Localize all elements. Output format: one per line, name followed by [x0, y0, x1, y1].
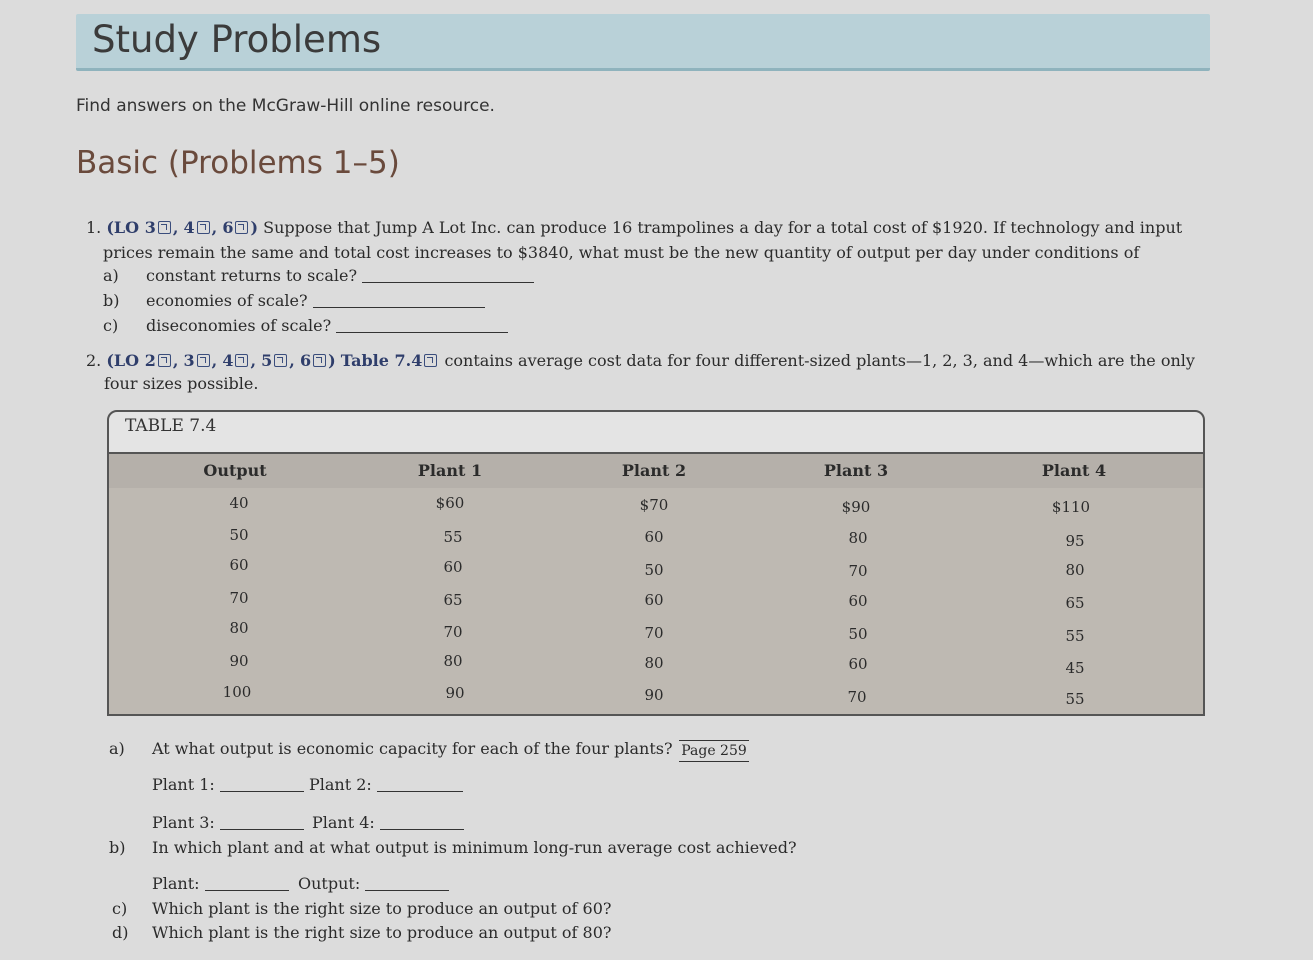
- table-cell: 65: [1065, 594, 1085, 612]
- problem-1-lo-3[interactable]: (LO 3: [106, 218, 156, 237]
- header-plant-1: Plant 1: [417, 461, 483, 480]
- problem-1a-label: a): [103, 266, 119, 285]
- question-d-label: d): [112, 923, 129, 942]
- table-body: [109, 488, 1203, 714]
- problem-1-lo-6[interactable]: 6: [222, 218, 234, 237]
- answer-blank[interactable]: [220, 815, 304, 830]
- problem-1b-text: economies of scale?: [146, 291, 485, 311]
- question-d-text: Which plant is the right size to produce an output of 80?: [152, 923, 612, 942]
- problem-2-number: 2.: [86, 351, 102, 370]
- answer-blank[interactable]: [362, 268, 534, 283]
- table-header-row: [109, 452, 1203, 490]
- table-cell: 70: [443, 623, 463, 641]
- section-heading: Basic (Problems 1–5): [76, 145, 400, 181]
- table-cell: 100: [222, 683, 252, 701]
- header-plant-3: Plant 3: [823, 461, 889, 480]
- question-b-text: In which plant and at what output is minimum long-run average cost achieved?: [152, 838, 797, 857]
- problem-1-lo-4[interactable]: 4: [183, 218, 195, 237]
- problem-2-line-1: 2. (LO 2 , 3 , 4 , 5 , 6 ) Table 7.4 contains average cost data for four different-sized plants—1, 2, 3, and 4—which are the only: [86, 351, 1195, 370]
- problem-1c-label: c): [103, 316, 119, 335]
- table-cell: $90: [841, 498, 871, 516]
- section-banner: [76, 14, 1210, 71]
- page-title: Study Problems: [92, 18, 382, 61]
- problem-2-lo-3[interactable]: 3: [183, 351, 195, 370]
- question-a-label: a): [109, 739, 125, 758]
- question-c-label: c): [112, 899, 128, 918]
- intro-text: Find answers on the McGraw-Hill online resource.: [76, 96, 495, 116]
- problem-1a-text: constant returns to scale?: [146, 266, 534, 286]
- answer-blank[interactable]: [336, 318, 508, 333]
- external-link-icon[interactable]: [274, 354, 287, 367]
- answer-blank[interactable]: [365, 876, 449, 891]
- table-cell: $60: [435, 494, 465, 512]
- table-cell: 95: [1065, 532, 1085, 550]
- table-cell: 70: [847, 688, 867, 706]
- header-output: Output: [203, 461, 267, 480]
- problem-2-lo-5[interactable]: 5: [261, 351, 273, 370]
- problem-1c-text: diseconomies of scale?: [146, 316, 508, 336]
- table-cell: 60: [848, 655, 868, 673]
- plant-3-answer: Plant 3:: [152, 813, 304, 833]
- table-cell: 70: [848, 562, 868, 580]
- question-c-text: Which plant is the right size to produce an output of 60?: [152, 899, 612, 918]
- table-cell: $110: [1051, 498, 1091, 516]
- table-cell: 70: [229, 589, 249, 607]
- problem-2-lo-4[interactable]: 4: [222, 351, 234, 370]
- problem-2-line-2: four sizes possible.: [104, 374, 259, 393]
- problem-2-lo-6[interactable]: 6: [299, 351, 312, 370]
- table-cell: 55: [443, 528, 463, 546]
- table-cell: 60: [443, 558, 463, 576]
- table-cell: 60: [644, 591, 664, 609]
- table-cell: $70: [639, 496, 669, 514]
- table-cell: 80: [644, 654, 664, 672]
- table-caption: TABLE 7.4: [125, 416, 217, 436]
- table-cell: 90: [445, 684, 465, 702]
- table-cell: 60: [848, 592, 868, 610]
- table-cell: 55: [1065, 627, 1085, 645]
- table-cell: 45: [1065, 659, 1085, 677]
- problem-1b-label: b): [103, 291, 120, 310]
- table-cell: 65: [443, 591, 463, 609]
- table-cell: 50: [644, 561, 664, 579]
- header-plant-4: Plant 4: [1041, 461, 1107, 480]
- table-cell: 60: [644, 528, 664, 546]
- problem-1-line-1: 1. (LO 3 , 4 , 6 ) Suppose that Jump A Lot Inc. can produce 16 trampolines a day for a total cost of $1920. If technology and input: [86, 218, 1183, 237]
- external-link-icon[interactable]: [158, 354, 171, 367]
- external-link-icon[interactable]: [235, 354, 248, 367]
- external-link-icon[interactable]: [197, 354, 210, 367]
- answer-blank[interactable]: [220, 777, 304, 792]
- page-reference: Page 259: [679, 740, 749, 762]
- table-cell: 90: [644, 686, 664, 704]
- header-plant-2: Plant 2: [621, 461, 687, 480]
- table-cell: 55: [1065, 690, 1085, 708]
- answer-blank[interactable]: [377, 777, 463, 792]
- question-a-text: At what output is economic capacity for each of the four plants?: [152, 739, 673, 758]
- table-cell: 80: [443, 652, 463, 670]
- output-answer: Output:: [298, 874, 449, 894]
- table-cell: 40: [229, 494, 249, 512]
- external-link-icon[interactable]: [235, 221, 248, 234]
- plant-answer: Plant:: [152, 874, 289, 894]
- table-cell: 50: [229, 526, 249, 544]
- answer-blank[interactable]: [313, 293, 485, 308]
- table-cell: 80: [229, 619, 249, 637]
- answer-blank[interactable]: [205, 876, 289, 891]
- table-cell: 80: [1065, 561, 1085, 579]
- table-cell: 80: [848, 529, 868, 547]
- problem-2-lo-2[interactable]: (LO 2: [106, 351, 156, 370]
- external-link-icon[interactable]: [424, 354, 437, 367]
- table-7-4-link[interactable]: Table 7.4: [340, 351, 423, 370]
- external-link-icon[interactable]: [313, 354, 326, 367]
- plant-1-answer: Plant 1:: [152, 775, 304, 795]
- external-link-icon[interactable]: [197, 221, 210, 234]
- external-link-icon[interactable]: [158, 221, 171, 234]
- table-7-4: [107, 410, 1205, 716]
- plant-4-answer: Plant 4:: [312, 813, 464, 833]
- plant-2-answer: Plant 2:: [309, 775, 463, 795]
- table-cell: 90: [229, 652, 249, 670]
- table-cell: 50: [848, 625, 868, 643]
- problem-1-number: 1.: [86, 218, 102, 237]
- problem-1-line-2: prices remain the same and total cost increases to $3840, what must be the new quantity of output per day under conditions of: [103, 243, 1140, 262]
- problem-1-text: Suppose that Jump A Lot Inc. can produce 16 trampolines a day for a total cost of $1920. If technology and input: [263, 218, 1183, 237]
- table-cell: 70: [644, 624, 664, 642]
- answer-blank[interactable]: [380, 815, 464, 830]
- question-b-label: b): [109, 838, 126, 857]
- table-cell: 60: [229, 556, 249, 574]
- problem-2-text: contains average cost data for four different-sized plants—1, 2, 3, and 4—which are the only: [444, 351, 1195, 370]
